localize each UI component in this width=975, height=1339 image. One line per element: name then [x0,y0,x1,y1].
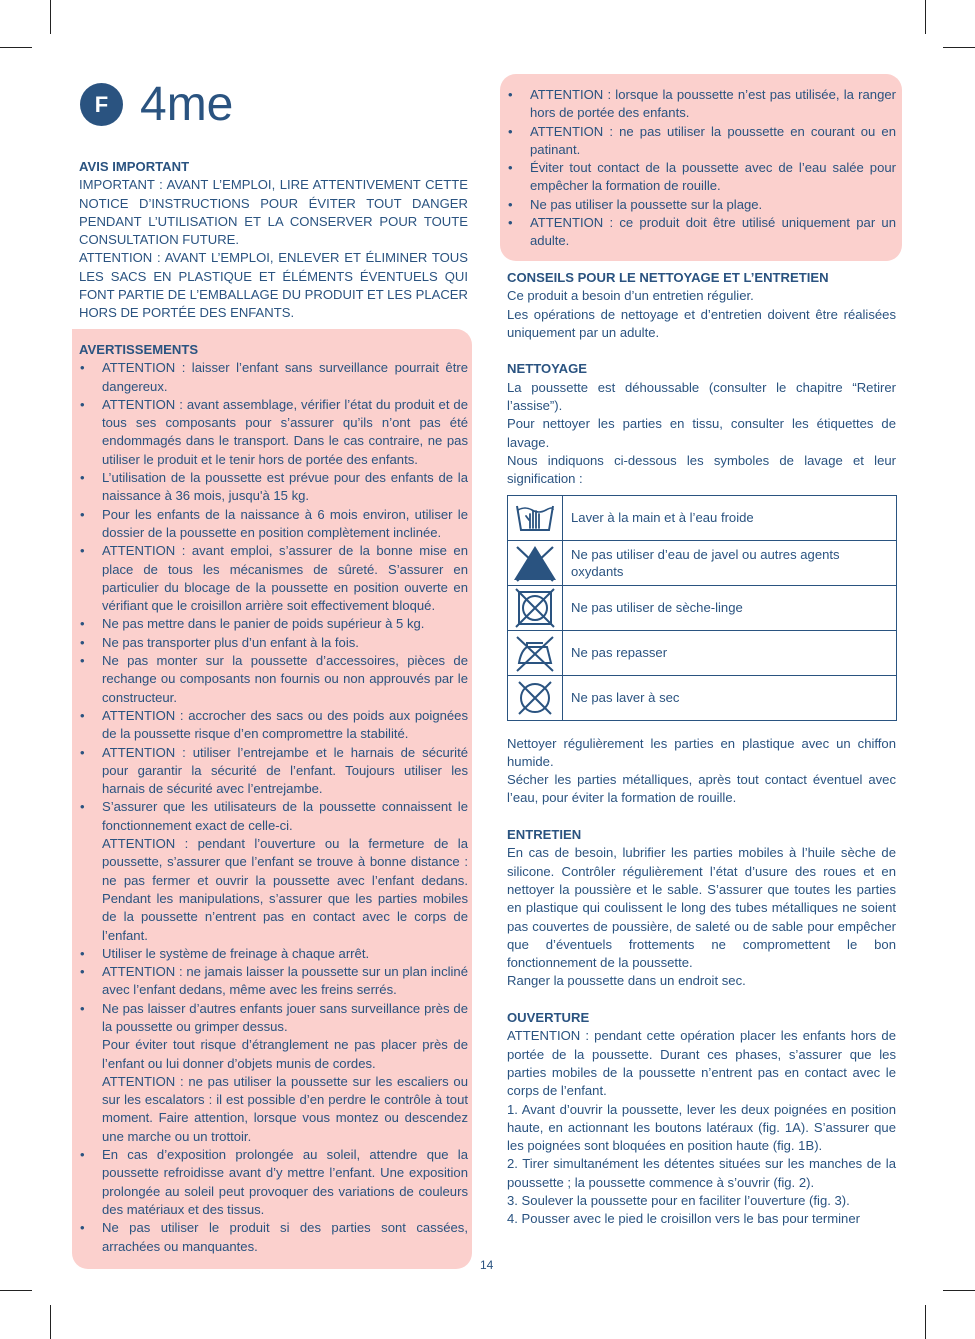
list-item [79,798,468,944]
cleaning-text: Sécher les parties métalliques, après tout contact éventuel avec l’eau, pour éviter la formation de rouille. [507,772,896,806]
maintenance-title: ENTRETIEN [507,827,582,843]
list-item: • ATTENTION : laisser l’enfant sans surveillance pourrait être dangereux. [79,359,468,396]
no-bleach-icon [508,540,563,585]
crop-mark [925,1305,926,1339]
no-dry-clean-icon [508,675,563,720]
brand-logo [138,80,262,135]
opening-text: ATTENTION : pendant cette opération placer les enfants hors de portée de la poussette. Durant ces phases, s’assurer que les parties mobiles de la poussette n’entrent pas en contact avec le corps de l’enfant. [507,1028,896,1099]
important-warning: ATTENTION : AVANT L’EMPLOI, ENLEVER ET ÉLIMINER TOUS LES SACS EN PLASTIQUE ET ÉLÉMENTS ÉVENTUELS QUI FONT PARTIE DE L’EMBALLAGE DU PRODUIT ET LES PLACER HORS DE PORTÉE DES ENFANTS. [79,250,468,321]
list-item: • Ne pas utiliser le produit si des parties sont cassées, arrachées ou manquantes. [79,1219,468,1256]
brand-logo-graphic [138,80,262,130]
list-item: • Éviter tout contact de la poussette avec de l’eau salée pour empêcher la formation de rouille. [507,159,896,196]
language-badge: F [80,83,123,126]
maintenance-text: Ranger la poussette dans un endroit sec. [507,973,746,989]
list-item-text: • S’assurer que les utilisateurs de la poussette connaissent le fonctionnement exact de celle-ci. [102,799,468,833]
crop-mark [0,47,32,48]
opening-step: 1. Avant d’ouvrir la poussette, lever les deux poignées en position haute, en actionnant les boutons latéraux (fig. 1A). S’assurer que les poignées sont bloquées en position haute (fig. 1B). [507,1101,896,1154]
list-item: • ATTENTION : lorsque la poussette n’est pas utilisée, la ranger hors de portée des enfants. [507,86,896,123]
list-item: • Ne pas transporter plus d’un enfant à la fois. [79,634,468,652]
table-row [508,630,897,675]
top-warnings-section [507,86,896,251]
list-item: • L’utilisation de la poussette est prévue pour des enfants de la naissance à 36 mois, jusqu'à 15 kg. [79,469,468,506]
wash-symbol-label: Ne pas utiliser de sèche-linge [563,585,897,630]
crop-mark [50,1305,51,1339]
list-item: • En cas d’exposition prolongée au soleil, attendre que la poussette refroidisse avant d’y mettre l’enfant. Une exposition prolongée au soleil peut provoquer des variations de couleurs des matériaux et des tissus. [79,1146,468,1219]
list-item: • Ne pas utiliser la poussette sur la plage. [507,196,896,214]
brand-logo-text: 4me [140,80,234,130]
no-iron-icon [508,630,563,675]
care-text: Ce produit a besoin d’un entretien régulier. [507,288,754,304]
table-row [508,540,897,585]
hand-wash-icon [508,495,563,540]
crop-mark [925,0,926,34]
warnings-title: AVERTISSEMENTS [79,342,199,357]
list-item-text: ATTENTION : ne pas utiliser la poussette sur les escaliers ou sur les escalators : il est possible d’en perdre le contrôle à tout moment. Faire attention, lorsque vous montez ou descendez une marche ou un trottoir. [102,1073,468,1144]
cleaning-text: Pour nettoyer les parties en tissu, consulter les étiquettes de lavage. [507,416,896,450]
list-item-text: • Ne pas laisser d’autres enfants jouer sans surveillance près de la poussette ou grimper dessus. [102,1000,468,1034]
opening-step: 3. Soulever la poussette pour en faciliter l’ouverture (fig. 3). [507,1192,850,1208]
left-column [79,158,468,323]
crop-mark [943,47,975,48]
no-tumble-dry-icon [508,585,563,630]
warnings-list [79,359,468,1256]
maintenance-text: En cas de besoin, lubrifier les parties mobiles à l’huile sèche de silicone. Contrôler régulièrement l’état d’usure des roues et en nettoyer la poussière et le sable. S’assurer que toutes les parties en plastique qui coulissent le long des tubes métalliques ne soient pas couvertes de poussière, de saleté ou de sable pour empêcher que d’éventuels frottements ne compromettent le bon fonctionnement de la poussette. [507,845,896,971]
care-title: CONSEILS POUR LE NETTOYAGE ET L’ENTRETIEN [507,270,829,285]
list-item: • ATTENTION : avant assemblage, vérifier l’état du produit et de tous ses composants pour s’assurer qu’ils n’ont pas été endommagés dans le transport. Dans le cas contraire, ne pas utiliser le produit et le tenir hors de portée des enfants. [79,396,468,469]
list-item: • ATTENTION : ne jamais laisser la poussette sur un plan incliné avec l’enfant dedans, même avec les freins serrés. [79,963,468,1000]
crop-mark [943,1290,975,1291]
important-notice: IMPORTANT : AVANT L’EMPLOI, LIRE ATTENTIVEMENT CETTE NOTICE D’INSTRUCTIONS POUR ÉVITER TOUT DANGER PENDANT L’UTILISATION ET LA CONSERVER POUR TOUTE CONSULTATION FUTURE. [79,177,468,248]
opening-step: 4. Pousser avec le pied le croisillon vers le bas pour terminer [507,1211,860,1227]
wash-symbol-label: Ne pas utiliser d’eau de javel ou autres agents oxydants [563,540,897,585]
table-row [508,675,897,720]
cleaning-text: Nous indiquons ci-dessous les symboles de lavage et leur signification : [507,452,896,487]
list-item-text: Pour éviter tout risque d’étranglement ne pas placer près de l’enfant ou lui donner d’objets munis de cordes. [102,1037,468,1071]
care-text: Les opérations de nettoyage et d’entretien doivent être réalisées uniquement par un adulte. [507,306,896,340]
opening-step: 2. Tirer simultanément les détentes situées sur les manches de la poussette ; la poussette commence à s’ouvrir (fig. 2). [507,1156,896,1190]
warnings-section [79,341,468,1256]
care-section [507,269,896,1229]
list-item: • ATTENTION : avant emploi, s’assurer de la bonne mise en place de tous les mécanismes de sûreté. S’assurer en particulier du blocage de la poussette en position ouverte en vérifiant que le croisillon arrière soit effectivement bloqué. [79,542,468,615]
cleaning-title: NETTOYAGE [507,361,588,377]
table-row [508,585,897,630]
wash-symbol-label: Laver à la main et à l’eau froide [563,495,897,540]
list-item: • ATTENTION : accrocher des sacs ou des poids aux poignées de la poussette risque d’en compromettre la stabilité. [79,707,468,744]
crop-mark [50,0,51,34]
list-item: • ATTENTION : ne pas utiliser la poussette en courant ou en patinant. [507,123,896,160]
cleaning-text: La poussette est déhoussable (consulter le chapitre “Retirer l’assise”). [507,379,896,414]
table-row [508,495,897,540]
list-item: • Utiliser le système de freinage à chaque arrêt. [79,945,468,963]
wash-symbols-table [507,495,897,721]
crop-mark [0,1290,32,1291]
list-item: • Ne pas monter sur la poussette d’accessoires, pièces de rechange ou composants non fournis ou non approuvés par le constructeur. [79,652,468,707]
cleaning-text: Nettoyer régulièrement les parties en plastique avec un chiffon humide. [507,735,896,769]
wash-symbol-label: Ne pas repasser [563,630,897,675]
list-item: • ATTENTION : utiliser l’entrejambe et le harnais de sécurité pour garantir la sécurité de l’enfant. Toujours utiliser les harnais de sécurité avec l’entrejambe. [79,744,468,799]
list-item: • ATTENTION : ce produit doit être utilisé uniquement par un adulte. [507,214,896,251]
top-warnings-list [507,86,896,251]
opening-title: OUVERTURE [507,1010,590,1026]
important-title: AVIS IMPORTANT [79,159,190,174]
list-item: • Ne pas mettre dans le panier de poids supérieur à 5 kg. [79,615,468,633]
list-item: • Pour les enfants de la naissance à 6 mois environ, utiliser le dossier de la poussette en position complètement inclinée. [79,506,468,543]
page-number: 14 [480,1258,494,1272]
list-item-text: ATTENTION : pendant l’ouverture ou la fermeture de la poussette, s’assurer que l’enfant se trouve à bonne distance : ne pas fermer et ouvrir la poussette avec l’enfant dedans. Pendant les manipulations, s’assurer que les parties mobiles de la poussette n’entrent pas en contact avec le corps de l’enfant. [102,836,468,943]
wash-symbol-label: Ne pas laver à sec [563,675,897,720]
list-item [79,1000,468,1146]
